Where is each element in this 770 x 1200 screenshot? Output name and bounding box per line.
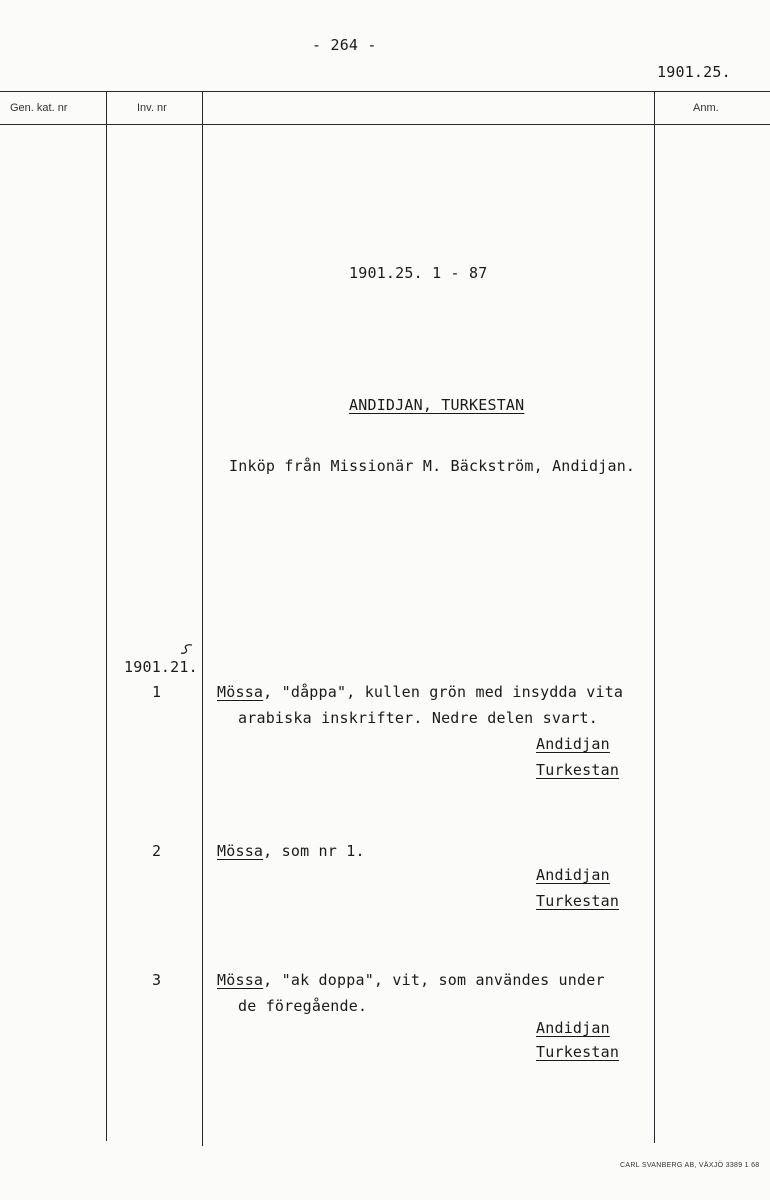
printer-imprint: CARL SVANBERG AB, VÄXJÖ 3389 1 68 bbox=[620, 1162, 760, 1169]
column-header-gen-kat: Gen. kat. nr bbox=[10, 102, 68, 114]
entry-line bbox=[217, 683, 623, 701]
handwritten-correction-mark bbox=[179, 643, 195, 657]
entry-region: Turkestan bbox=[536, 892, 620, 910]
entry-line bbox=[217, 971, 605, 989]
entry-term: Mössa bbox=[217, 842, 264, 860]
entry-description: , "ak doppa", vit, som användes under bbox=[263, 971, 605, 989]
entry-place: Andidjan bbox=[536, 735, 610, 753]
collection-range: 1901.25. 1 - 87 bbox=[349, 264, 488, 282]
entry-description: , "dåppa", kullen grön med insydda vita bbox=[263, 683, 624, 701]
column-divider-2 bbox=[202, 91, 203, 1146]
column-divider-3 bbox=[654, 91, 655, 1143]
entry-region: Turkestan bbox=[536, 1043, 620, 1061]
entry-place: Andidjan bbox=[536, 1019, 610, 1037]
page-number: - 264 - bbox=[312, 36, 377, 54]
entry-term: Mössa bbox=[217, 683, 264, 701]
column-header-anm: Anm. bbox=[693, 102, 719, 114]
entry-number: 1 bbox=[152, 683, 162, 701]
entry-description-continued: arabiska inskrifter. Nedre delen svart. bbox=[238, 709, 598, 727]
column-header-inv: Inv. nr bbox=[137, 102, 167, 114]
entry-number: 3 bbox=[152, 971, 162, 989]
entry-line bbox=[217, 842, 365, 860]
entry-description-continued: de föregående. bbox=[238, 997, 368, 1015]
entry-description: , som nr 1. bbox=[263, 842, 365, 860]
column-divider-1 bbox=[106, 91, 107, 1141]
acquisition-source: Inköp från Missionär M. Bäckström, Andidjan. bbox=[229, 457, 636, 475]
catalog-reference: 1901.25. bbox=[657, 63, 731, 81]
entry-number: 2 bbox=[152, 842, 162, 860]
entry-place: Andidjan bbox=[536, 866, 610, 884]
entry-term: Mössa bbox=[217, 971, 264, 989]
collection-place: ANDIDJAN, TURKESTAN bbox=[349, 396, 525, 414]
inv-prefix: 1901.21. bbox=[124, 658, 198, 676]
entry-region: Turkestan bbox=[536, 761, 620, 779]
